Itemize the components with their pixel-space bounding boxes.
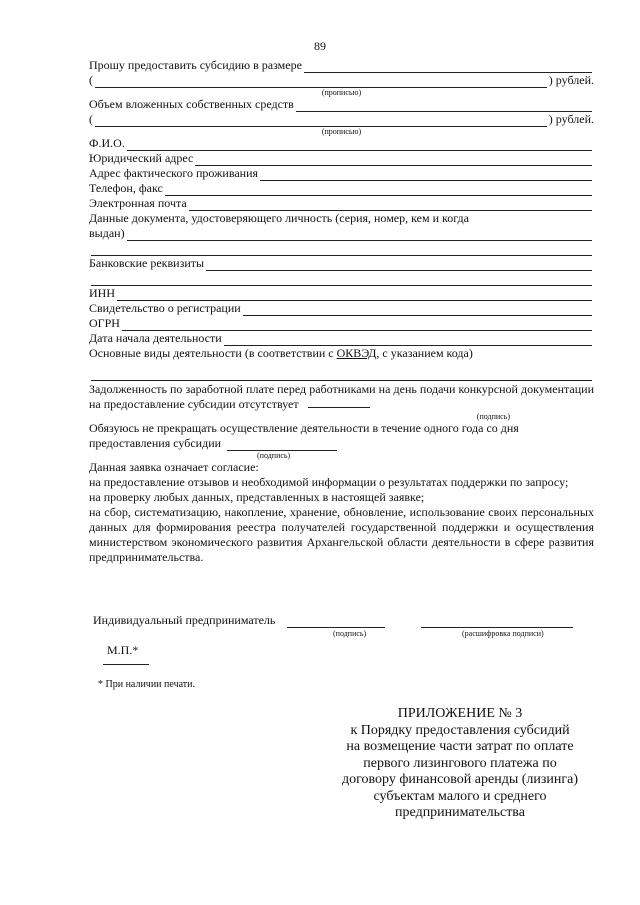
blank-row [89, 361, 594, 381]
no-wage-debt-text: Задолженность по заработной плате перед работниками на день подачи конкурсной документации на предоставление субсидии отсутствует [89, 382, 594, 411]
inn-field[interactable] [117, 289, 592, 301]
phone-label: Телефон, факс [89, 181, 163, 195]
start-date-field[interactable] [224, 334, 592, 346]
footnote: * При наличии печати. [98, 679, 195, 690]
ogrn-field[interactable] [122, 319, 592, 331]
appendix-line: субъектам малого и среднего [373, 788, 547, 804]
id-document-row [89, 211, 594, 226]
activities-field[interactable] [91, 369, 592, 381]
entrepreneur-label: Индивидуальный предприниматель [93, 613, 276, 627]
full-name-field[interactable] [127, 139, 592, 151]
start-date-row [89, 331, 594, 346]
own-funds-field[interactable] [296, 100, 592, 112]
legal-address-label: Юридический адрес [89, 151, 194, 165]
open-paren: ( [89, 112, 93, 126]
id-document-field-2[interactable] [91, 244, 592, 256]
bank-details-row [89, 256, 594, 271]
appendix-line: к Порядку предоставления субсидий [350, 722, 570, 738]
entrepreneur-row [93, 612, 598, 628]
id-document-field[interactable] [127, 229, 592, 241]
signature-caption: (подпись) [333, 629, 367, 638]
email-field[interactable] [189, 199, 592, 211]
bank-details-field-2[interactable] [91, 274, 592, 286]
inn-row [89, 286, 594, 301]
email-row [89, 196, 594, 211]
appendix-line: на возмещение части затрат по оплате [346, 739, 574, 754]
id-document-label: Данные документа, удостоверяющего личность (серия, номер, кем и когда [89, 211, 469, 225]
signature-captions [93, 628, 598, 638]
registration-label: Свидетельство о регистрации [89, 301, 241, 315]
activities-label [89, 346, 473, 361]
signature-caption: (подпись) [257, 451, 291, 460]
own-funds-label: Объем вложенных собственных средств [89, 97, 294, 111]
activities-suffix: , с указанием кода) [376, 346, 473, 360]
transcript-caption: (расшифровка подписи) [462, 629, 544, 638]
page-number: 89 [314, 39, 326, 53]
entrepreneur-signature-line[interactable] [287, 616, 385, 628]
commitment-line-2 [89, 436, 594, 451]
full-name-label: Ф.И.О. [89, 136, 125, 150]
application-form [89, 58, 594, 565]
rubles-label: ) рублей. [548, 73, 594, 87]
footnote-separator [103, 664, 149, 665]
registration-field[interactable] [243, 304, 592, 316]
okved-link[interactable]: ОКВЭД [336, 346, 377, 360]
open-paren: ( [89, 73, 93, 87]
inn-label: ИНН [89, 286, 115, 300]
full-name-row [89, 136, 594, 151]
activities-row [89, 346, 594, 361]
consent-intro: Данная заявка означает согласие: [89, 460, 259, 474]
email-label: Электронная почта [89, 196, 187, 210]
subsidy-amount-label: Прошу предоставить субсидию в размере [89, 58, 302, 72]
commitment-signature-line[interactable] [227, 439, 337, 451]
wage-debt-signature-line[interactable] [308, 397, 370, 408]
legal-address-field[interactable] [195, 154, 592, 166]
activities-prefix: Основные виды деятельности (в соответствии с [89, 346, 337, 360]
id-document-row-2 [89, 226, 594, 241]
phone-row [89, 181, 594, 196]
legal-address-row [89, 151, 594, 166]
no-wage-debt-statement [89, 382, 594, 412]
appendix-header [330, 706, 590, 822]
in-words-caption: (прописью) [321, 127, 362, 136]
signature-caption: (подпись) [476, 412, 510, 421]
blank-row [89, 271, 594, 286]
actual-address-row [89, 166, 594, 181]
appendix-line: первого лизингового платежа по [363, 755, 557, 771]
blank-row [89, 241, 594, 256]
actual-address-label: Адрес фактического проживания [89, 166, 259, 180]
phone-field[interactable] [165, 184, 592, 196]
bank-details-label: Банковские реквизиты [89, 256, 205, 270]
subsidy-amount-field[interactable] [304, 61, 592, 73]
bank-details-field[interactable] [206, 259, 592, 271]
own-funds-words-row [89, 112, 594, 127]
registration-row [89, 301, 594, 316]
ogrn-row [89, 316, 594, 331]
start-date-label: Дата начала деятельности [89, 331, 222, 345]
rubles-label: ) рублей. [548, 112, 594, 126]
commitment-text: предоставления субсидии [89, 436, 222, 450]
consent-item-1: на предоставление отзывов и необходимой информации о результатах поддержки по запросу; [89, 475, 569, 489]
consent-item-3: на сбор, систематизацию, накопление, хранение, обновление, использование своих персональных данных для формирования реестра получателей государственной поддержки и осуществления министерством экономического развития Архангельской области деятельности в сфере развития предпринимательства. [89, 505, 594, 564]
own-funds-words-field[interactable] [95, 115, 547, 127]
actual-address-field[interactable] [260, 169, 592, 181]
stamp-label: М.П.* [107, 643, 139, 657]
appendix-title: ПРИЛОЖЕНИЕ № 3 [397, 706, 523, 721]
subsidy-amount-row [89, 58, 594, 73]
id-document-label-2: выдан) [89, 226, 125, 240]
subsidy-words-row [89, 73, 594, 88]
signature-block [93, 612, 598, 690]
in-words-caption: (прописью) [321, 88, 362, 97]
subsidy-words-field[interactable] [95, 76, 547, 88]
appendix-line: договору финансовой аренды (лизинга) [341, 772, 579, 787]
appendix-line: предпринимательства [395, 805, 525, 820]
commitment-line-1: Обязуюсь не прекращать осуществление деятельности в течение одного года со дня [89, 421, 519, 435]
ogrn-label: ОГРН [89, 316, 120, 330]
signature-transcript-line[interactable] [421, 616, 573, 628]
consent-item-2: на проверку любых данных, представленных в настоящей заявке; [89, 490, 425, 504]
own-funds-row [89, 97, 594, 112]
